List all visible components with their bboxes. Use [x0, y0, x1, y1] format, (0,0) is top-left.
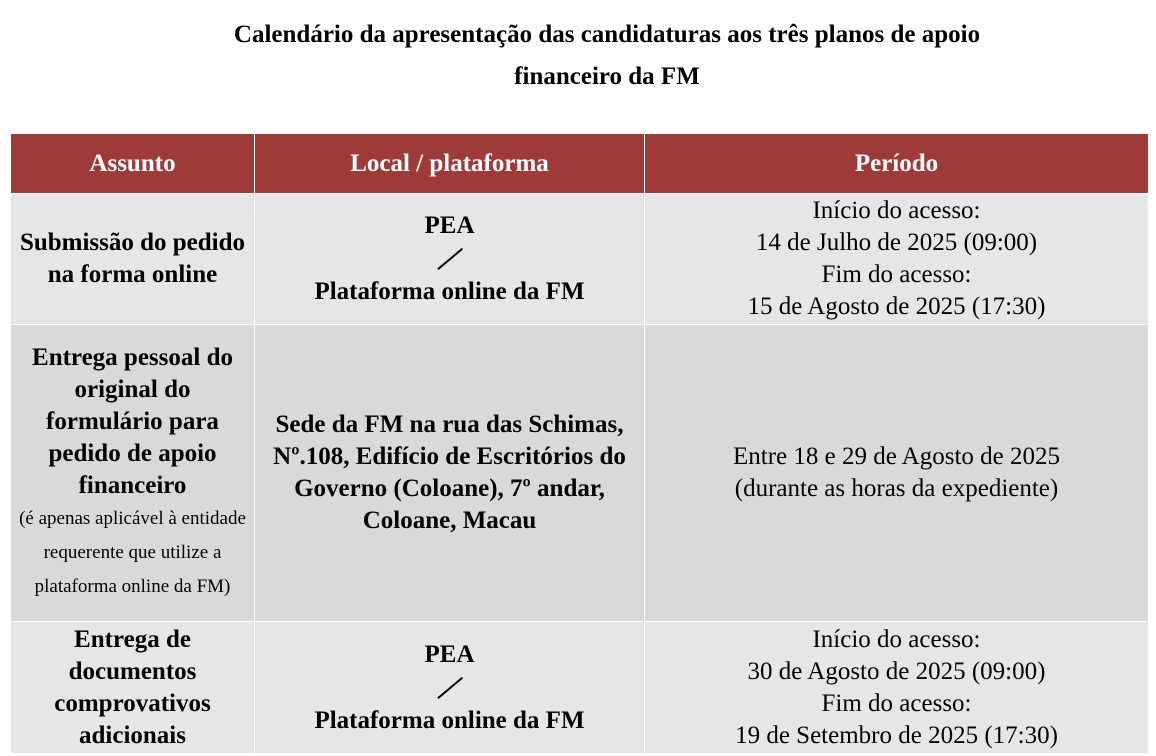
table-row [11, 194, 1149, 325]
place-cell: Sede da FM na rua das Schimas, Nº.108, Edifício de Escritórios do Governo (Coloane), 7º andar, Coloane, Macau [255, 325, 645, 622]
period-line: Fim do acesso: [821, 689, 972, 717]
place-top: PEA [424, 640, 475, 668]
schedule-table [10, 133, 1149, 754]
period-line: 19 de Setembro de 2025 (17:30) [735, 721, 1058, 749]
period-line: Início do acesso: [812, 197, 981, 224]
table-header-row [11, 134, 1149, 194]
table-row [11, 325, 1149, 622]
subject-note: (é apenas aplicável à entidade requerente que utilize a plataforma online da FM) [19, 508, 246, 597]
period-line: (durante as horas da expediente) [734, 475, 1059, 502]
period-cell [645, 325, 1149, 622]
period-line: Fim do acesso: [821, 261, 972, 288]
header-period: Período [645, 134, 1149, 194]
title-line-1: Calendário da apresentação das candidaturas aos três planos de apoio [233, 21, 981, 48]
title-line-2: financeiro da FM [514, 63, 700, 90]
subject-text: Entrega pessoal do original do formulário para pedido de apoio financeiro [32, 344, 233, 499]
slash-divider [263, 242, 636, 276]
page-title [0, 14, 1156, 98]
period-cell [645, 194, 1149, 325]
table-row [11, 622, 1149, 754]
place-cell [255, 622, 645, 754]
period-cell [645, 622, 1149, 754]
place-bottom: Plataforma online da FM [314, 278, 585, 305]
period-line: Início do acesso: [812, 625, 981, 653]
place-top: PEA [424, 212, 475, 239]
subject-cell: Entrega de documentos comprovativos adicionais [11, 622, 255, 754]
period-line: Entre 18 e 29 de Agosto de 2025 [732, 443, 1061, 470]
period-line: 14 de Julho de 2025 (09:00) [755, 229, 1038, 256]
place-cell [255, 194, 645, 325]
place-bottom: Plataforma online da FM [314, 706, 585, 734]
period-line: 30 de Agosto de 2025 (09:00) [747, 657, 1046, 685]
subject-cell: Submissão do pedido na forma online [11, 194, 255, 325]
header-place: Local / plataforma [255, 134, 645, 194]
subject-cell [11, 325, 255, 622]
slash-divider [263, 671, 636, 705]
period-line: 15 de Agosto de 2025 (17:30) [747, 293, 1046, 320]
header-subject: Assunto [11, 134, 255, 194]
